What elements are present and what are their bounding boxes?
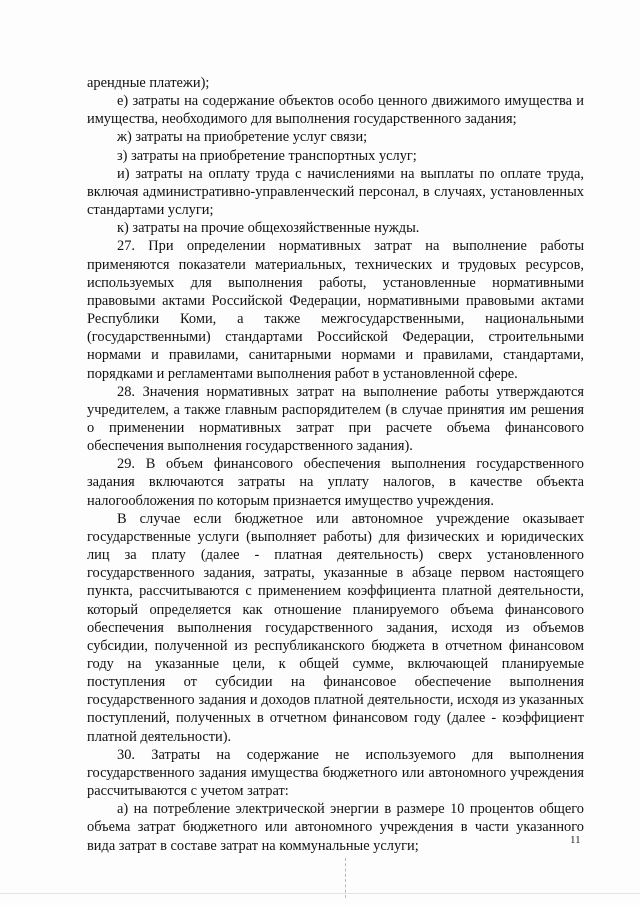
paragraph-clause-29: 29. В объем финансового обеспечения выполнения государственного задания включаются затраты на уплату налогов, в качестве объекта налогообложения по которым признается имущество учреждения. [87,456,584,509]
scan-fold-mark [345,858,347,898]
paragraph-clause-30-item-a: а) на потребление электрической энергии в размере 10 процентов общего объема затрат бюджетного или автономного учреждения в части указанного вида затрат в составе затрат на коммунальные услуги; [87,801,584,854]
paragraph-item-e: е) затраты на содержание объектов особо ценного движимого имущества и имущества, необходимого для выполнения государственного задания; [87,93,584,128]
paragraph-clause-27: 27. При определении нормативных затрат на выполнение работы применяются показатели материальных, технических и трудовых ресурсов, используемых для выполнения работы, установленные нормативными правовыми актами Российской Федерации, нормативными правовыми актами Республики Коми, а также межгосударственными, национальными (государственными) стандартами Российской Федерации, строительными нормами и правилами, санитарными нормами и правилами, стандартами, порядками и регламентами выполнения работ в установленной сфере. [87,238,584,382]
paragraph-rent-payments: арендные платежи); [87,75,210,91]
paragraph-item-z: з) затраты на приобретение транспортных услуг; [117,147,417,164]
page-bottom-edge [0,893,640,894]
paragraph-item-k: к) затраты на прочие общехозяйственные нужды. [117,220,420,237]
paragraph-clause-28: 28. Значения нормативных затрат на выполнение работы утверждаются учредителем, а также главным распорядителем (в случае принятия им решения о применении нормативных затрат при расчете объема финансового обеспечения выполнения государственного задания). [87,383,584,455]
paragraph-item-i: и) затраты на оплату труда с начислениями на выплаты по оплате труда, включая административно-управленческий персонал, в случаях, установленных стандартами услуги; [87,165,584,219]
page-number: 11 [570,834,581,846]
paragraph-item-zh: ж) затраты на приобретение услуг связи; [117,129,368,146]
paragraph-clause-29-part-2: В случае если бюджетное или автономное учреждение оказывает государственные услуги (выполняет работы) для физических и юридических лиц за плату (далее - платная деятельность) сверх установленного государственного задания, затраты, указанные в абзаце первом настоящего пункта, рассчитываются с применением коэффициента платной деятельности, который определяется как отношение планируемого объема финансового обеспечения выполнения государственного задания, исходя из объемов субсидии, полученной из республиканского бюджета в отчетном финансовом году на указанные цели, к общей сумме, включающей планируемые поступления от субсидии на финансовое обеспечение выполнения государственного задания и доходов платной деятельности, исходя из указанных поступлений, полученных в отчетном финансовом году (далее - коэффициент платной деятельности). [87,510,584,745]
paragraph-clause-30: 30. Затраты на содержание не используемого для выполнения государственного задания имущества бюджетного или автономного учреждения рассчитываются с учетом затрат: [87,746,584,800]
document-body [87,74,584,855]
